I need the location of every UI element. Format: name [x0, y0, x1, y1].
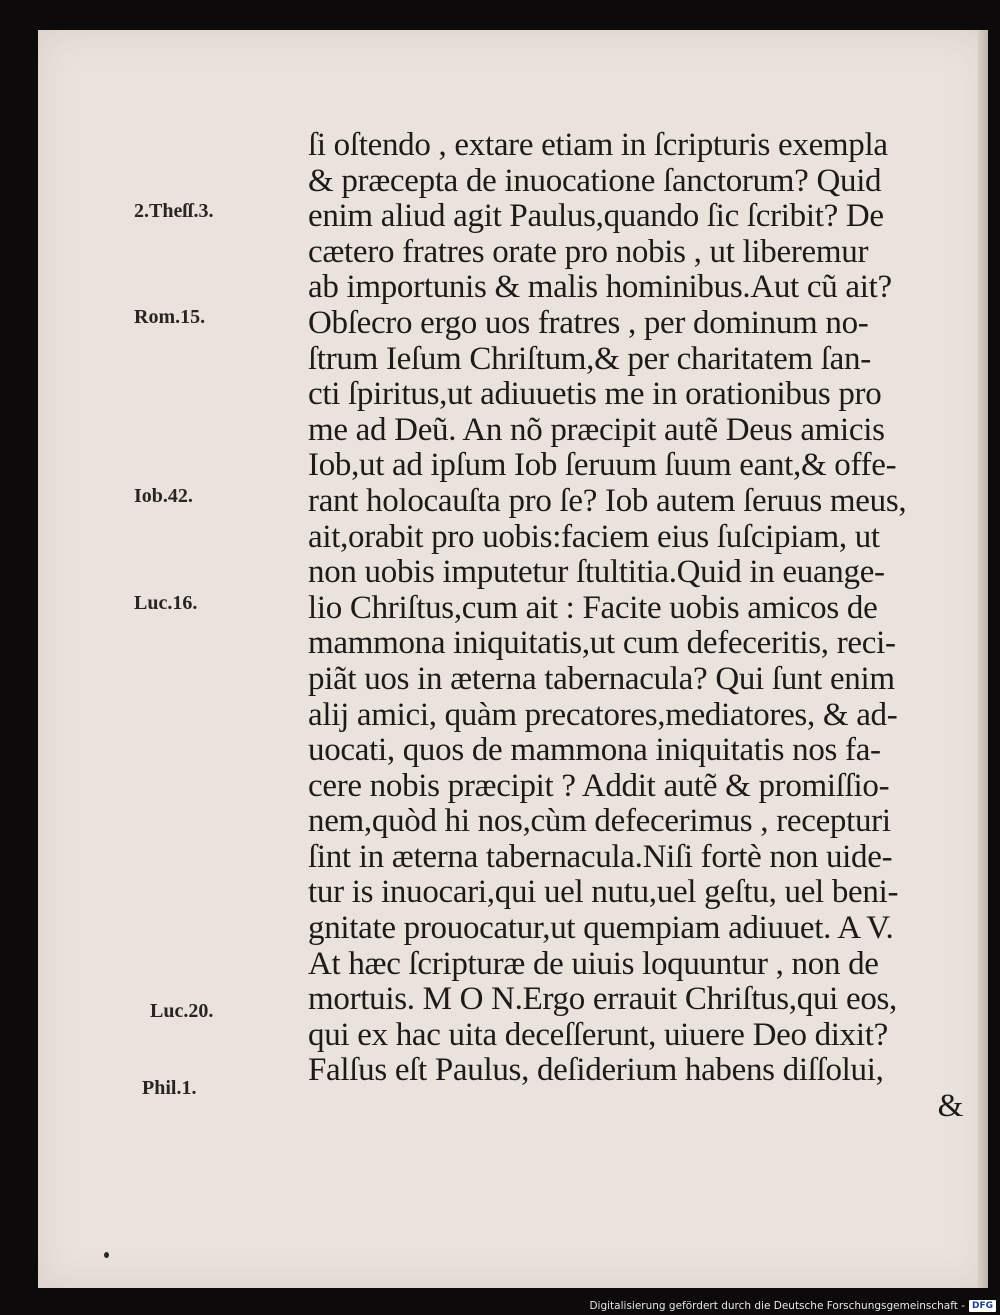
- text-line-9: me ad Deũ. An nõ præcipit autẽ Deus amicis: [308, 411, 885, 448]
- text-line-21: ſint in æterna tabernacula.Niſi fortè non uide-: [308, 838, 893, 875]
- page-edge-shadow: [978, 30, 988, 1288]
- text-line-27: Falſus eſt Paulus, deſiderium habens diſſolui,: [308, 1052, 884, 1089]
- text-line-6: Obſecro ergo uos fratres , per dominum no-: [308, 304, 869, 341]
- text-line-8: cti ſpiritus,ut adiuuetis me in orationibus pro: [308, 376, 882, 413]
- text-line-10: Iob,ut ad ipſum Iob ſeruum ſuum eant,& offe-: [308, 447, 897, 484]
- text-line-26: qui ex hac uita deceſſerunt, uiuere Deo dixit?: [308, 1016, 888, 1053]
- marginal-note-luc16: Luc.16.: [134, 592, 198, 614]
- footer-credit-text: Digitalisierung gefördert durch die Deutsche Forschungsgemeinschaft -: [589, 1300, 965, 1312]
- dfg-logo-icon: DFG: [969, 1300, 996, 1312]
- text-line-20: nem,quòd hi nos,cùm defecerimus , recepturi: [308, 803, 891, 840]
- marginal-note-luc20: Luc.20.: [150, 1000, 214, 1022]
- marginal-note-iob: Iob.42.: [134, 485, 193, 507]
- ink-speck: [104, 1252, 109, 1258]
- text-line-14: lio Chriſtus,cum ait : Facite uobis amicos de: [308, 589, 878, 626]
- text-line-13: non uobis imputetur ſtultitia.Quid in euange-: [308, 554, 885, 591]
- text-line-3: enim aliud agit Paulus,quando ſic ſcribit? De: [308, 198, 884, 235]
- text-line-19: cere nobis præcipit ? Addit autẽ & promiſſio-: [308, 767, 890, 804]
- text-line-18: uocati, quos de mammona iniquitatis nos fa-: [308, 732, 881, 769]
- text-line-2: & præcepta de inuocatione ſanctorum? Quid: [308, 162, 882, 199]
- text-line-23: gnitate prouocatur,ut quempiam adiuuet. A V.: [308, 910, 894, 947]
- text-line-4: cætero fratres orate pro nobis , ut liberemur: [308, 233, 869, 270]
- text-line-7: ſtrum Ieſum Chriſtum,& per charitatem ſan-: [308, 340, 871, 377]
- main-text-block: [308, 128, 973, 1125]
- catchword: &: [937, 1088, 963, 1125]
- text-line-22: tur is inuocari,qui uel nutu,uel geſtu, uel beni-: [308, 874, 899, 911]
- digitization-footer: [589, 1299, 996, 1313]
- text-line-1: ſi oſtendo , extare etiam in ſcripturis exempla: [308, 127, 888, 163]
- marginal-note-phil: Phil.1.: [142, 1077, 197, 1099]
- text-line-24: At hæc ſcripturæ de uiuis loquuntur , non de: [308, 945, 879, 982]
- book-page: [38, 30, 988, 1288]
- text-line-17: alij amici, quàm precatores,mediatores, & ad-: [308, 696, 898, 733]
- text-line-16: piãt uos in æterna tabernacula? Qui ſunt enim: [308, 660, 895, 697]
- marginal-note-thess: 2.Theſſ.3.: [134, 200, 214, 222]
- text-line-25: mortuis. M O N.Ergo errauit Chriſtus,qui eos,: [308, 981, 898, 1018]
- text-line-15: mammona iniquitatis,ut cum defeceritis, reci-: [308, 625, 896, 662]
- text-line-5: ab importunis & malis hominibus.Aut cũ ait?: [308, 269, 892, 306]
- text-line-12: ait,orabit pro uobis:faciem eius ſuſcipiam, ut: [308, 518, 880, 555]
- marginal-note-rom: Rom.15.: [134, 306, 206, 328]
- text-line-11: rant holocauſta pro ſe? Iob autem ſeruus meus,: [308, 482, 907, 519]
